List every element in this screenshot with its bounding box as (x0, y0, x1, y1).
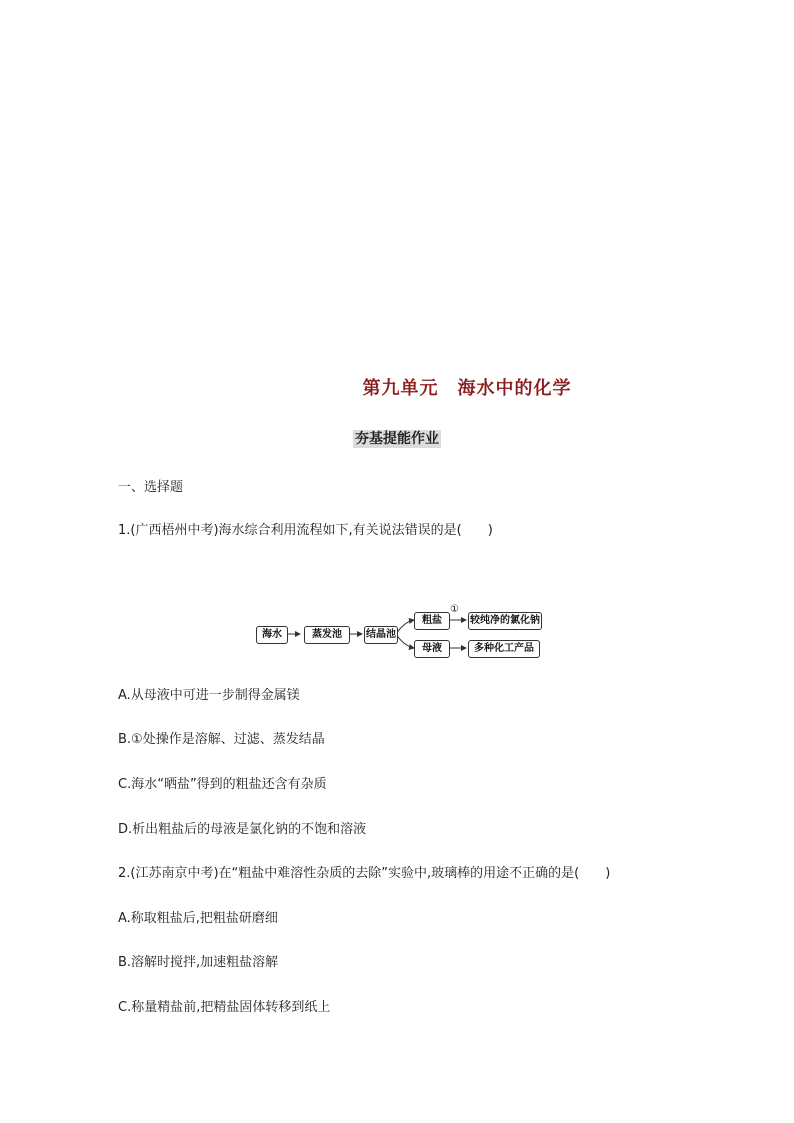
node-evaporation-pond: 蒸发池 (304, 626, 350, 644)
node-crystallization-pond: 结晶池 (364, 626, 398, 644)
arrow-crystallization-mother-liquor (396, 634, 414, 648)
node-seawater: 海水 (256, 626, 288, 644)
question-1-option-b: B.①处操作是溶解、过滤、蒸发结晶 (118, 732, 325, 747)
step-mark: ① (450, 604, 459, 615)
section-title-text: 夯基提能作业 (355, 431, 439, 447)
part-heading: 一、选择题 (118, 480, 184, 495)
question-2-option-a: A.称取粗盐后,把粗盐研磨细 (118, 911, 278, 926)
node-crude-salt: 粗盐 (414, 612, 450, 630)
question-1-option-c: C.海水“晒盐”得到的粗盐还含有杂质 (118, 777, 327, 792)
question-1-stem-text: 1.(广西梧州中考)海水综合利用流程如下,有关说法错误的是( (118, 523, 462, 538)
node-pure-nacl: 较纯净的氯化钠 (468, 612, 542, 630)
section-title (0, 428, 794, 448)
question-2-stem-end: ) (605, 866, 611, 881)
question-1-stem-end: ) (487, 523, 493, 538)
flow-diagram (254, 604, 544, 660)
node-chemical-products: 多种化工产品 (468, 640, 540, 658)
arrow-crystallization-crude-salt (396, 620, 414, 634)
question-2-stem (118, 862, 610, 881)
node-mother-liquor: 母液 (414, 640, 450, 658)
question-2-option-b: B.溶解时搅拌,加速粗盐溶解 (118, 955, 279, 970)
question-1-option-d: D.析出粗盐后的母液是氯化钠的不饱和溶液 (118, 822, 367, 837)
question-1-stem (118, 519, 493, 538)
question-1-option-a: A.从母液中可进一步制得金属镁 (118, 688, 300, 703)
question-2-option-c: C.称量精盐前,把精盐固体转移到纸上 (118, 1000, 331, 1015)
question-2-stem-text: 2.(江苏南京中考)在“粗盐中难溶性杂质的去除”实验中,玻璃棒的用途不正确的是( (118, 866, 580, 881)
unit-title: 第九单元 海水中的化学 (362, 378, 572, 399)
